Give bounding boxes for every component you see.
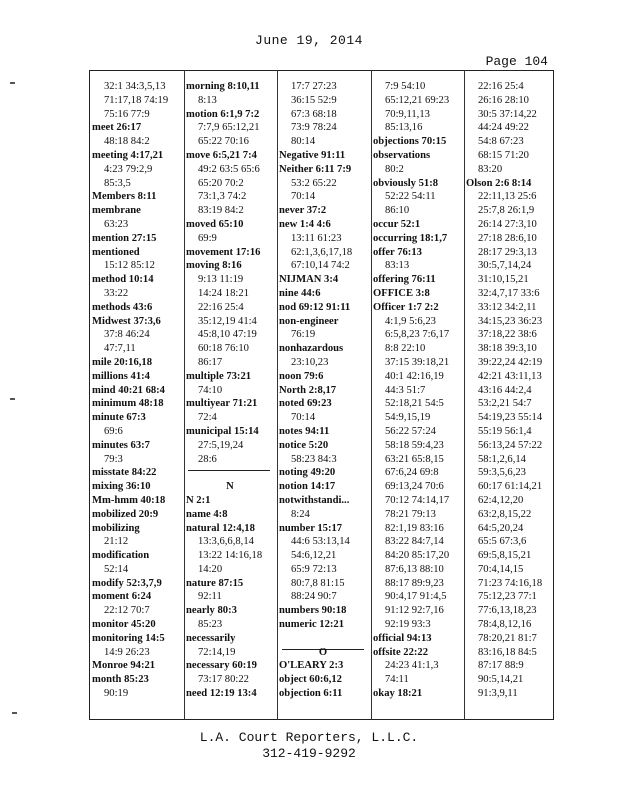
index-entry: 52:14 [104, 563, 129, 575]
index-entry: 26:14 27:3,10 [478, 218, 537, 230]
index-entry: movement 17:16 [186, 246, 261, 258]
index-entry: 60:18 76:10 [198, 343, 249, 355]
index-entry: 91:12 92:7,16 [385, 605, 444, 617]
index-entry: methods 43:6 [92, 301, 153, 313]
index-entry: 38:18 39:3,10 [478, 343, 537, 355]
index-entry: Mm-hmm 40:18 [92, 494, 166, 506]
index-entry: 44:6 53:13,14 [291, 536, 350, 548]
index-entry: notwithstandi... [279, 494, 350, 506]
index-entry: 74:11 [385, 674, 409, 686]
index-entry: mentioned [92, 246, 140, 258]
index-entry: Midwest 37:3,6 [92, 315, 161, 327]
section-letter: O [318, 646, 328, 658]
index-entry: noon 79:6 [279, 370, 324, 382]
index-entry: 88:17 89:9,23 [385, 577, 444, 589]
index-entry: 79:3 [104, 453, 123, 465]
index-entry: 54:19,23 55:14 [478, 412, 543, 424]
index-entry: 6:5,8,23 7:6,17 [385, 329, 450, 341]
index-entry: 33:12 34:2,11 [478, 301, 537, 313]
index-entry: 72:4 [198, 412, 217, 424]
index-entry: 13:3,6,6,8,14 [198, 536, 254, 548]
column-divider [371, 70, 372, 720]
index-entry: offsite 22:22 [373, 646, 429, 658]
index-entry: modification [92, 550, 150, 562]
index-entry: Negative 91:11 [279, 149, 346, 161]
index-entry: 74:10 [198, 384, 223, 396]
index-entry: 49:2 63:5 65:6 [198, 163, 260, 175]
index-entry: 90:5,14,21 [478, 674, 524, 686]
index-entry: 83:19 84:2 [198, 205, 244, 217]
index-entry: 52:22 54:11 [385, 191, 436, 203]
index-entry: 58:1,2,6,14 [478, 453, 526, 465]
index-entry: 88:24 90:7 [291, 591, 337, 603]
index-entry: 83:22 84:7,14 [385, 536, 444, 548]
index-entry: 53:2,21 54:7 [478, 398, 532, 410]
index-entry: 70:14 [291, 412, 316, 424]
index-entry: NIJMAN 3:4 [279, 274, 339, 286]
index-entry: objections 70:15 [373, 136, 447, 148]
column-divider [464, 70, 465, 720]
index-entry: 67:6,24 69:8 [385, 467, 439, 479]
index-entry: 14:24 18:21 [198, 287, 249, 299]
index-entry: Olson 2:6 8:14 [466, 177, 532, 189]
index-entry: 67:3 68:18 [291, 108, 337, 120]
index-entry: 64:5,20,24 [478, 522, 524, 534]
index-entry: 83:20 [478, 163, 503, 175]
index-entry: 82:1,19 83:16 [385, 522, 444, 534]
index-entry: occurring 18:1,7 [373, 232, 448, 244]
index-entry: 55:19 56:1,4 [478, 425, 532, 437]
index-entry: mind 40:21 68:4 [92, 384, 165, 396]
index-entry: Officer 1:7 2:2 [373, 301, 439, 313]
index-entry: number 15:17 [279, 522, 343, 534]
index-entry: 24:23 41:1,3 [385, 660, 439, 672]
index-entry: 56:22 57:24 [385, 425, 436, 437]
index-entry: moving 8:16 [186, 260, 242, 272]
index-entry: 36:15 52:9 [291, 94, 337, 106]
index-entry: 77:6,13,18,23 [478, 605, 537, 617]
index-entry: 21:12 [104, 536, 129, 548]
index-entry: offer 76:13 [373, 246, 422, 258]
index-entry: 73:17 80:22 [198, 674, 249, 686]
index-entry: 26:16 28:10 [478, 94, 529, 106]
index-column-2 [186, 80, 274, 701]
column-divider [184, 70, 185, 720]
index-entry: 78:4,8,12,16 [478, 619, 532, 631]
index-entry: natural 12:4,18 [186, 522, 255, 534]
index-entry: 92:11 [198, 591, 222, 603]
index-entry: 69:13,24 70:6 [385, 481, 444, 493]
index-entry: 69:5,8,15,21 [478, 550, 532, 562]
index-entry: 65:5 67:3,6 [478, 536, 527, 548]
index-entry: 22:11,13 25:6 [478, 191, 537, 203]
index-entry: 37:18,22 38:6 [478, 329, 537, 341]
index-entry: 65:20 70:2 [198, 177, 244, 189]
index-entry: 31:10,15,21 [478, 274, 529, 286]
index-entry: official 94:13 [373, 632, 432, 644]
index-entry: motion 6:1,9 7:2 [186, 108, 260, 120]
index-entry: municipal 15:14 [186, 425, 259, 437]
index-entry: 72:14,19 [198, 646, 236, 658]
index-entry: 75:12,23 77:1 [478, 591, 537, 603]
index-entry: 70:14 [291, 191, 316, 203]
index-entry: obviously 51:8 [373, 177, 439, 189]
index-entry: mention 27:15 [92, 232, 157, 244]
index-entry: 22:12 70:7 [104, 605, 150, 617]
index-entry: 25:7,8 26:1,9 [478, 205, 535, 217]
index-entry: multiple 73:21 [186, 370, 252, 382]
section-letter: N [226, 481, 234, 493]
index-entry: morning 8:10,11 [186, 81, 260, 92]
index-entry: nod 69:12 91:11 [279, 301, 351, 313]
index-entry: 44:24 49:22 [478, 122, 529, 134]
index-entry: 58:23 84:3 [291, 453, 337, 465]
index-entry: 71:23 74:16,18 [478, 577, 543, 589]
index-entry: 7:7,9 65:12,21 [198, 122, 260, 134]
index-entry: Neither 6:11 7:9 [279, 163, 352, 175]
index-entry: name 4:8 [186, 508, 228, 520]
index-entry: offering 76:11 [373, 274, 436, 286]
index-entry: minutes 63:7 [92, 439, 150, 451]
index-entry: 65:22 70:16 [198, 136, 249, 148]
index-entry: 80:7,8 81:15 [291, 577, 345, 589]
index-entry: 44:3 51:7 [385, 384, 426, 396]
index-entry: 65:9 72:13 [291, 563, 337, 575]
index-entry: 71:17,18 74:19 [104, 94, 169, 106]
index-entry: mixing 36:10 [92, 481, 151, 493]
page-date: June 19, 2014 [255, 33, 363, 48]
index-entry: 32:1 34:3,5,13 [104, 81, 166, 92]
index-entry: 14:9 26:23 [104, 646, 150, 658]
index-entry: 22:16 25:4 [478, 81, 524, 92]
index-entry: 15:12 85:12 [104, 260, 155, 272]
index-entry: 86:17 [198, 356, 223, 368]
index-entry: 8:24 [291, 508, 310, 520]
index-entry: 17:7 27:23 [291, 81, 337, 92]
index-entry: 33:22 [104, 287, 129, 299]
index-entry: 90:4,17 91:4,5 [385, 591, 447, 603]
index-entry: misstate 84:22 [92, 467, 157, 479]
index-entry: meeting 4:17,21 [92, 149, 164, 161]
index-entry: millions 41:4 [92, 370, 150, 382]
index-entry: observations [373, 149, 431, 161]
index-entry: 52:18,21 54:5 [385, 398, 444, 410]
index-entry: 13:11 61:23 [291, 232, 342, 244]
index-entry: 85:13,16 [385, 122, 423, 134]
footer-company: L.A. Court Reporters, L.L.C. [199, 730, 419, 745]
index-entry: objection 6:11 [279, 688, 343, 700]
index-entry: 70:4,14,15 [478, 563, 524, 575]
index-entry: occur 52:1 [373, 218, 421, 230]
index-entry: 30:5,7,14,24 [478, 260, 532, 272]
index-entry: 45:8,10 47:19 [198, 329, 257, 341]
index-entry: 63:21 65:8,15 [385, 453, 444, 465]
index-entry: necessary 60:19 [186, 660, 257, 672]
column-divider [277, 70, 278, 720]
index-entry: 60:17 61:14,21 [478, 481, 543, 493]
index-entry: 47:7,11 [104, 343, 136, 355]
index-entry: 4:1,9 5:6,23 [385, 315, 436, 327]
index-entry: 70:12 74:14,17 [385, 494, 450, 506]
index-entry: 42:21 43:11,13 [478, 370, 542, 382]
index-entry: 73:1,3 74:2 [198, 191, 247, 203]
index-entry: 59:3,5,6,23 [478, 467, 526, 479]
index-entry: need 12:19 13:4 [186, 688, 257, 700]
index-entry: multiyear 71:21 [186, 398, 258, 410]
index-entry: okay 18:21 [373, 688, 423, 700]
index-entry: 30:5 37:14,22 [478, 108, 537, 120]
index-entry: minute 67:3 [92, 412, 146, 424]
index-entry: Monroe 94:21 [92, 660, 156, 672]
index-entry: moment 6:24 [92, 591, 152, 603]
index-entry: 39:22,24 42:19 [478, 356, 543, 368]
index-entry: 54:8 67:23 [478, 136, 524, 148]
index-entry: O'LEARY 2:3 [279, 660, 344, 672]
index-entry: object 60:6,12 [279, 674, 342, 686]
index-entry: move 6:5,21 7:4 [186, 149, 257, 161]
index-entry: 84:20 85:17,20 [385, 550, 450, 562]
index-entry: 23:10,23 [291, 356, 329, 368]
index-entry: 7:9 54:10 [385, 81, 426, 92]
index-entry: monitor 45:20 [92, 619, 156, 631]
index-entry: 4:23 79:2,9 [104, 163, 153, 175]
hole-punch-mark [12, 712, 17, 714]
index-entry: 40:1 42:16,19 [385, 370, 444, 382]
index-entry: 53:2 65:22 [291, 177, 337, 189]
index-entry: 78:21 79:13 [385, 508, 436, 520]
index-entry: 67:10,14 74:2 [291, 260, 350, 272]
section-gap [186, 466, 274, 480]
index-entry: 34:15,23 36:23 [478, 315, 543, 327]
index-entry: 37:15 39:18,21 [385, 356, 450, 368]
index-entry: N 2:1 [186, 494, 211, 506]
index-entry: 35:12,19 41:4 [198, 315, 257, 327]
index-entry: 85:3,5 [104, 177, 131, 189]
index-entry: 37:8 46:24 [104, 329, 150, 341]
hole-punch-mark [10, 398, 15, 400]
index-entry: 22:16 25:4 [198, 301, 244, 313]
index-entry: 13:22 14:16,18 [198, 550, 263, 562]
index-entry: 80:14 [291, 136, 316, 148]
index-entry: 27:5,19,24 [198, 439, 244, 451]
index-entry: monitoring 14:5 [92, 632, 165, 644]
index-column-4 [373, 80, 461, 701]
index-entry: nonhazardous [279, 343, 344, 355]
index-entry: mobilizing [92, 522, 140, 534]
index-entry: 65:12,21 69:23 [385, 94, 450, 106]
index-entry: noting 49:20 [279, 467, 336, 479]
index-entry: 73:9 78:24 [291, 122, 337, 134]
index-entry: nine 44:6 [279, 287, 321, 299]
index-entry: 32:4,7,17 33:6 [478, 287, 540, 299]
index-entry: notes 94:11 [279, 425, 330, 437]
section-gap [279, 632, 367, 646]
index-entry: 91:3,9,11 [478, 688, 518, 700]
index-entry: 78:20,21 81:7 [478, 632, 537, 644]
index-entry: 63:2,8,15,22 [478, 508, 532, 520]
index-entry: 68:15 71:20 [478, 149, 529, 161]
index-entry: nature 87:15 [186, 577, 244, 589]
index-column-1 [92, 80, 180, 701]
index-entry: 14:20 [198, 563, 223, 575]
index-entry: 69:9 [198, 232, 217, 244]
index-entry: 63:23 [104, 218, 129, 230]
index-entry: month 85:23 [92, 674, 149, 686]
index-column-3 [279, 80, 367, 701]
index-entry: 83:13 [385, 260, 410, 272]
index-entry: numeric 12:21 [279, 619, 345, 631]
index-entry: 8:8 22:10 [385, 343, 426, 355]
index-entry: meet 26:17 [92, 122, 142, 134]
index-entry: 90:19 [104, 688, 129, 700]
index-entry: 85:23 [198, 619, 223, 631]
index-entry: 48:18 84:2 [104, 136, 150, 148]
index-entry: mile 20:16,18 [92, 356, 153, 368]
index-entry: 83:16,18 84:5 [478, 646, 537, 658]
index-entry: 54:6,12,21 [291, 550, 337, 562]
index-entry: 87:6,13 88:10 [385, 563, 444, 575]
index-entry: method 10:14 [92, 274, 154, 286]
index-entry: modify 52:3,7,9 [92, 577, 162, 589]
index-entry: North 2:8,17 [279, 384, 337, 396]
index-entry: 43:16 44:2,4 [478, 384, 532, 396]
index-entry: 58:18 59:4,23 [385, 439, 444, 451]
index-entry: notion 14:17 [279, 481, 336, 493]
index-entry: new 1:4 4:6 [279, 218, 331, 230]
index-entry: 27:18 28:6,10 [478, 232, 537, 244]
index-entry: 75:16 77:9 [104, 108, 150, 120]
index-entry: necessarily [186, 632, 236, 644]
index-entry: never 37:2 [279, 205, 327, 217]
index-entry: Members 8:11 [92, 191, 157, 203]
index-entry: 28:6 [198, 453, 217, 465]
index-entry: noted 69:23 [279, 398, 332, 410]
index-column-5 [466, 80, 554, 701]
index-entry: numbers 90:18 [279, 605, 347, 617]
index-entry: 9:13 11:19 [198, 274, 244, 286]
hole-punch-mark [10, 82, 15, 84]
index-entry: moved 65:10 [186, 218, 244, 230]
index-entry: 92:19 93:3 [385, 619, 431, 631]
index-entry: 69:6 [104, 425, 123, 437]
page-number: Page 104 [485, 54, 548, 69]
index-entry: 70:9,11,13 [385, 108, 430, 120]
index-entry: OFFICE 3:8 [373, 287, 430, 299]
index-entry: 76:19 [291, 329, 316, 341]
index-entry: 62:4,12,20 [478, 494, 524, 506]
index-entry: notice 5:20 [279, 439, 329, 451]
index-entry: nearly 80:3 [186, 605, 237, 617]
index-entry: 87:17 88:9 [478, 660, 524, 672]
index-entry: non-engineer [279, 315, 339, 327]
index-entry: 28:17 29:3,13 [478, 246, 537, 258]
index-entry: 86:10 [385, 205, 410, 217]
index-entry: 62:1,3,6,17,18 [291, 246, 353, 258]
index-entry: minimum 48:18 [92, 398, 164, 410]
index-entry: 80:2 [385, 163, 404, 175]
index-entry: 56:13,24 57:22 [478, 439, 543, 451]
index-entry: 54:9,15,19 [385, 412, 431, 424]
index-entry: 8:13 [198, 94, 217, 106]
index-entry: membrane [92, 205, 141, 217]
footer-phone: 312-419-9292 [262, 746, 356, 761]
index-entry: mobilized 20:9 [92, 508, 159, 520]
